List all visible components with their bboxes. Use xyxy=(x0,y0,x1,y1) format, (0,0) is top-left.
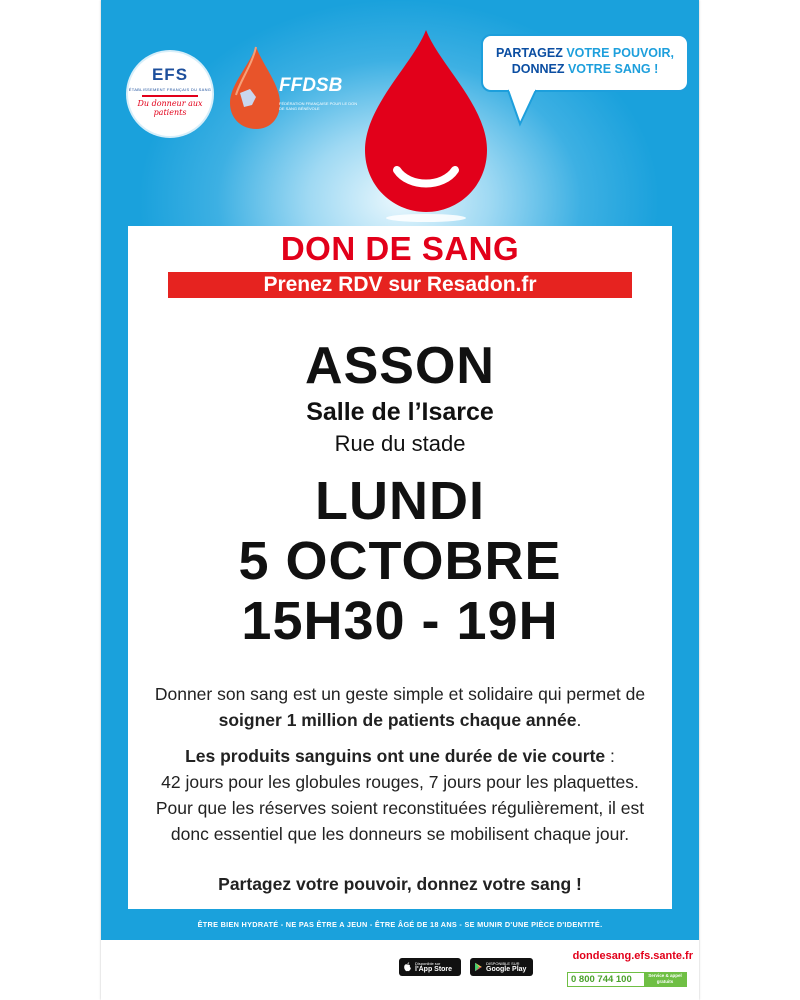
efs-logo-divider xyxy=(142,95,198,97)
rdv-banner: Prenez RDV sur Resadon.fr xyxy=(168,272,632,298)
ffdsb-drop-icon xyxy=(226,45,282,131)
conditions-line: ÊTRE BIEN HYDRATÉ - NE PAS ÊTRE A JEUN - ÊTRE ÂGÉ DE 18 ANS - SE MUNIR D'UNE PIÈCE D'IDENTITÉ. xyxy=(197,920,603,929)
paragraph-intro-line-1: Donner son sang est un geste simple et solidaire qui permet de xyxy=(154,684,646,704)
poster xyxy=(101,0,699,1000)
google-play-icon xyxy=(474,962,483,972)
paragraph-products-line-2: 42 jours pour les globules rouges, 7 jours pour les plaquettes. xyxy=(161,772,639,792)
bubble-line-2 xyxy=(483,61,687,77)
efs-logo-tagline: Du donneur aux patients xyxy=(137,99,203,117)
paragraph-products-line-4: donc essentiel que les donneurs se mobilisent chaque jour. xyxy=(170,824,630,844)
phone-free-tag: Service & appel gratuits xyxy=(644,973,686,986)
phone-box xyxy=(567,972,687,987)
event-title: DON DE SANG xyxy=(280,230,520,267)
info-card xyxy=(128,226,672,909)
efs-logo xyxy=(128,52,212,136)
event-hours: 15H30 - 19H xyxy=(241,591,559,651)
phone-number[interactable]: 0 800 744 100 xyxy=(571,974,632,985)
paragraph-intro-end: . xyxy=(576,710,582,730)
speech-bubble xyxy=(481,34,689,92)
event-date: 5 OCTOBRE xyxy=(238,531,562,591)
bubble-line-2-rest: VOTRE SANG ! xyxy=(564,62,659,76)
paragraph-products-colon: : xyxy=(605,746,615,766)
paragraph-slogan: Partagez votre pouvoir, donnez votre sang ! xyxy=(218,874,582,894)
bubble-line-1 xyxy=(483,45,687,61)
event-day: LUNDI xyxy=(315,471,485,531)
paragraph-intro xyxy=(138,681,662,733)
ffdsb-logo-subtitle: FÉDÉRATION FRANÇAISE POUR LE DON DE SANG BÉNÉVOLE xyxy=(279,101,358,111)
apple-icon xyxy=(403,962,412,972)
app-store-badge[interactable] xyxy=(399,958,461,976)
paragraph-products-line-3: Pour que les réserves soient reconstituées régulièrement, il est xyxy=(155,798,645,818)
paragraph-products xyxy=(138,743,662,847)
paragraph-products-bold: Les produits sanguins ont une durée de vie courte xyxy=(185,746,606,766)
app-store-name: l'App Store xyxy=(415,966,453,973)
event-city: ASSON xyxy=(305,337,495,395)
google-play-name: Google Play xyxy=(486,966,527,973)
blood-drop-smile-icon xyxy=(359,28,493,224)
event-place: Salle de l’Isarce xyxy=(306,398,494,426)
paragraph-intro-bold: soigner 1 million de patients chaque année xyxy=(218,710,577,730)
bubble-line-1-bold: PARTAGEZ xyxy=(495,46,563,60)
google-play-small: DISPONIBLE SUR xyxy=(486,961,520,966)
efs-logo-subtitle: ÉTABLISSEMENT FRANÇAIS DU SANG xyxy=(128,87,212,92)
google-play-badge[interactable] xyxy=(470,958,533,976)
ffdsb-logo-name: FFDSB xyxy=(279,75,343,96)
website-link[interactable]: dondesang.efs.sante.fr xyxy=(572,950,693,962)
app-store-small: Disponible sur xyxy=(415,961,441,966)
bubble-line-2-bold: DONNEZ xyxy=(511,62,565,76)
event-street: Rue du stade xyxy=(334,431,466,456)
speech-bubble-tail xyxy=(506,88,546,128)
efs-logo-name: EFS xyxy=(151,65,189,84)
bubble-line-1-rest: VOTRE POUVOIR, xyxy=(562,46,675,60)
